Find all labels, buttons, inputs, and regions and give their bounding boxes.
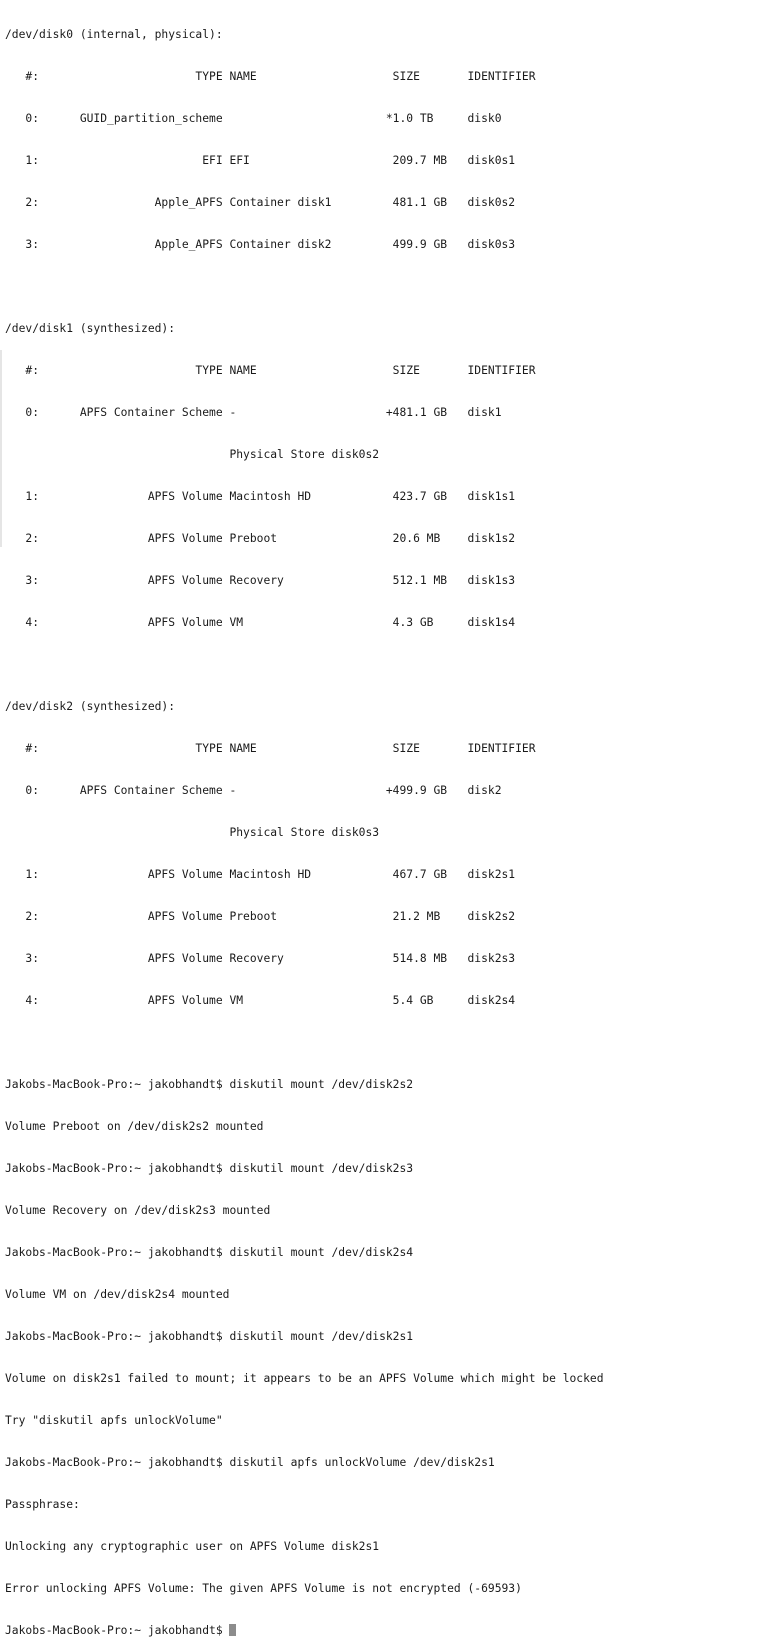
terminal-line: 3: Apple_APFS Container disk2 499.9 GB disk0s3	[5, 238, 516, 251]
terminal-line: 3: APFS Volume Recovery 512.1 MB disk1s3	[5, 574, 516, 587]
text-cursor	[229, 1624, 236, 1636]
terminal-line	[5, 1036, 765, 1050]
terminal-line: 1: APFS Volume Macintosh HD 423.7 GB disk1s1	[5, 490, 516, 503]
terminal-line: Physical Store disk0s3	[5, 826, 380, 839]
shell-prompt: Jakobs-MacBook-Pro:~ jakobhandt$	[5, 1624, 230, 1637]
terminal-line: 2: APFS Volume Preboot 20.6 MB disk1s2	[5, 532, 516, 545]
terminal-line: Jakobs-MacBook-Pro:~ jakobhandt$ diskutil apfs unlockVolume /dev/disk2s1	[5, 1456, 495, 1469]
terminal-line: 4: APFS Volume VM 5.4 GB disk2s4	[5, 994, 516, 1007]
terminal-line: Jakobs-MacBook-Pro:~ jakobhandt$ diskutil mount /dev/disk2s4	[5, 1246, 414, 1259]
terminal-line: 4: APFS Volume VM 4.3 GB disk1s4	[5, 616, 516, 629]
terminal-line	[5, 658, 765, 672]
terminal-line: Try "diskutil apfs unlockVolume"	[5, 1414, 223, 1427]
terminal-line: Unlocking any cryptographic user on APFS Volume disk2s1	[5, 1540, 380, 1553]
terminal-line: 2: APFS Volume Preboot 21.2 MB disk2s2	[5, 910, 516, 923]
terminal-line: #: TYPE NAME SIZE IDENTIFIER	[5, 364, 536, 377]
terminal-line: 3: APFS Volume Recovery 514.8 MB disk2s3	[5, 952, 516, 965]
terminal-line: 0: GUID_partition_scheme *1.0 TB disk0	[5, 112, 502, 125]
terminal-line: 0: APFS Container Scheme - +481.1 GB disk1	[5, 406, 502, 419]
window-edge	[0, 350, 2, 547]
terminal-line: Volume Recovery on /dev/disk2s3 mounted	[5, 1204, 271, 1217]
terminal-line: Volume VM on /dev/disk2s4 mounted	[5, 1288, 230, 1301]
terminal-line: /dev/disk2 (synthesized):	[5, 700, 176, 713]
terminal-line: Jakobs-MacBook-Pro:~ jakobhandt$ diskutil mount /dev/disk2s2	[5, 1078, 414, 1091]
terminal-line: Error unlocking APFS Volume: The given APFS Volume is not encrypted (-69593)	[5, 1582, 522, 1595]
terminal-line: /dev/disk0 (internal, physical):	[5, 28, 223, 41]
terminal-line: Passphrase:	[5, 1498, 80, 1511]
terminal-line: #: TYPE NAME SIZE IDENTIFIER	[5, 742, 536, 755]
terminal-line: Jakobs-MacBook-Pro:~ jakobhandt$ diskutil mount /dev/disk2s3	[5, 1162, 414, 1175]
terminal-prompt-line[interactable]	[5, 1624, 765, 1638]
terminal-line	[5, 280, 765, 294]
terminal-line: Volume on disk2s1 failed to mount; it appears to be an APFS Volume which might be locked	[5, 1372, 604, 1385]
terminal-line: Jakobs-MacBook-Pro:~ jakobhandt$ diskutil mount /dev/disk2s1	[5, 1330, 414, 1343]
terminal-line: 1: EFI EFI 209.7 MB disk0s1	[5, 154, 516, 167]
terminal-line: 0: APFS Container Scheme - +499.9 GB disk2	[5, 784, 502, 797]
terminal-line: 2: Apple_APFS Container disk1 481.1 GB disk0s2	[5, 196, 516, 209]
terminal-line: Physical Store disk0s2	[5, 448, 380, 461]
terminal-line: /dev/disk1 (synthesized):	[5, 322, 176, 335]
terminal-line: #: TYPE NAME SIZE IDENTIFIER	[5, 70, 536, 83]
terminal-line: Volume Preboot on /dev/disk2s2 mounted	[5, 1120, 264, 1133]
terminal-line: 1: APFS Volume Macintosh HD 467.7 GB disk2s1	[5, 868, 516, 881]
